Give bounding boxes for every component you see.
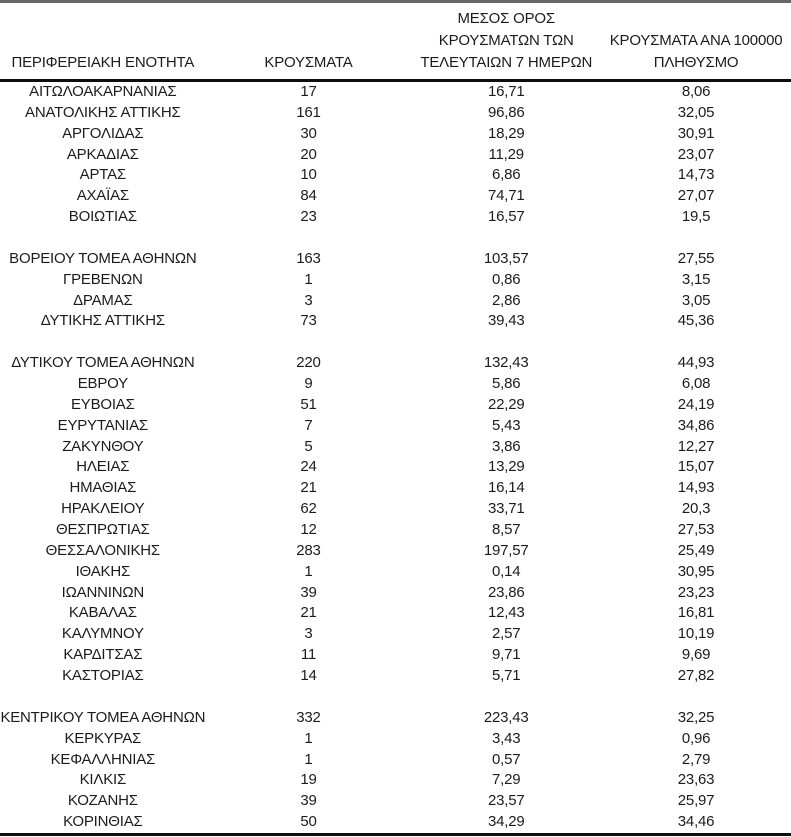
cell-avg7: 16,71 (487, 83, 525, 100)
table-row (0, 270, 791, 291)
cell-avg7: 7,29 (492, 771, 521, 789)
cell-avg7: 22,29 (487, 395, 525, 413)
cell-cases: 12 (300, 521, 317, 539)
cell-per100k: 0,96 (681, 729, 711, 747)
table-row (0, 207, 791, 228)
cell-region: ΖΑΚΥΝΘΟΥ (62, 437, 144, 455)
cell-avg7: 0,57 (492, 750, 521, 768)
table-row (0, 374, 791, 395)
cell-per100k: 27,53 (677, 521, 715, 539)
cell-per100k: 10,19 (677, 625, 715, 643)
table-row (0, 624, 791, 645)
cell-region: ΑΙΤΩΛΟΑΚΑΡΝΑΝΙΑΣ (29, 83, 177, 100)
cell-region: ΗΛΕΙΑΣ (76, 458, 130, 476)
table-row (0, 478, 791, 499)
table-row (0, 499, 791, 520)
cell-per100k: 8,06 (681, 83, 711, 100)
cell-region: ΘΕΣΣΑΛΟΝΙΚΗΣ (45, 541, 160, 559)
cell-cases: 332 (296, 708, 321, 726)
table-row (0, 812, 791, 833)
cell-region: ΚΑΒΑΛΑΣ (68, 604, 137, 622)
cell-cases: 163 (296, 249, 321, 267)
cell-cases: 283 (296, 541, 321, 559)
cell-per100k: 27,55 (677, 249, 715, 267)
cell-cases: 1 (304, 270, 313, 288)
table-row (0, 583, 791, 604)
cell-per100k: 19,5 (681, 208, 711, 226)
cell-region: ΕΥΡΥΤΑΝΙΑΣ (57, 416, 148, 434)
column-header-avg7 (411, 8, 601, 74)
cell-cases: 220 (296, 354, 321, 372)
table-body (0, 82, 791, 833)
cell-cases: 51 (300, 395, 317, 413)
table-row (0, 165, 791, 186)
cell-avg7: 197,57 (483, 541, 529, 559)
cell-per100k: 23,23 (677, 583, 715, 601)
cell-avg7: 23,86 (487, 583, 525, 601)
cell-cases: 24 (300, 458, 317, 476)
column-header-avg7-line3: ΤΕΛΕΥΤΑΙΩΝ 7 ΗΜΕΡΩΝ (420, 54, 593, 71)
cell-cases: 17 (300, 83, 317, 100)
table-bottom-border (0, 833, 791, 836)
cell-region: ΕΥΒΟΙΑΣ (70, 395, 135, 413)
cell-cases: 7 (304, 416, 313, 434)
cell-per100k: 32,25 (677, 708, 715, 726)
table-row (0, 687, 791, 708)
cell-per100k: 45,36 (677, 312, 715, 330)
cell-avg7: 34,29 (487, 813, 525, 831)
cell-cases: 1 (304, 729, 313, 747)
cell-region: ΔΥΤΙΚΗΣ ΑΤΤΙΚΗΣ (40, 312, 165, 330)
table-row (0, 416, 791, 437)
cell-avg7: 11,29 (488, 145, 524, 163)
cell-per100k: 2,79 (681, 750, 711, 768)
cell-region: ΒΟΙΩΤΙΑΣ (68, 208, 137, 226)
cell-avg7: 9,71 (492, 646, 521, 664)
column-header-cases (206, 52, 412, 74)
cell-per100k: 3,15 (681, 270, 711, 288)
cell-region: ΘΕΣΠΡΩΤΙΑΣ (56, 521, 150, 539)
table-row (0, 82, 791, 103)
table-row (0, 332, 791, 353)
table-row (0, 457, 791, 478)
cell-cases: 161 (296, 103, 321, 121)
table-row (0, 353, 791, 374)
cell-per100k: 14,73 (677, 166, 715, 184)
cell-region: ΑΡΓΟΛΙΔΑΣ (62, 124, 144, 142)
cell-region: ΒΟΡΕΙΟΥ ΤΟΜΕΑ ΑΘΗΝΩΝ (9, 249, 197, 267)
cell-region: ΔΡΑΜΑΣ (73, 291, 133, 309)
cell-avg7: 5,86 (492, 375, 521, 393)
cell-avg7: 2,57 (492, 625, 521, 643)
cell-cases: 20 (300, 145, 317, 163)
cell-cases: 39 (300, 792, 317, 810)
cell-avg7: 5,43 (492, 416, 521, 434)
cell-avg7: 0,14 (492, 562, 521, 580)
cell-cases: 21 (300, 604, 317, 622)
cell-avg7: 3,86 (492, 437, 521, 455)
cell-cases: 1 (304, 750, 313, 768)
table-row (0, 791, 791, 812)
table-row (0, 666, 791, 687)
cell-region: ΙΩΑΝΝΙΝΩΝ (61, 583, 144, 601)
cell-per100k: 12,27 (677, 437, 715, 455)
column-header-avg7-line2: ΚΡΟΥΣΜΑΤΩΝ ΤΩΝ (438, 32, 574, 49)
cell-per100k: 16,81 (677, 604, 715, 622)
cell-cases: 10 (300, 166, 317, 184)
table-row (0, 708, 791, 729)
cell-cases: 14 (300, 667, 317, 685)
cell-per100k: 27,07 (677, 187, 715, 205)
cell-cases: 39 (300, 583, 317, 601)
cell-region: ΑΡΤΑΣ (79, 166, 126, 184)
cell-avg7: 223,43 (483, 708, 529, 726)
cell-per100k: 25,49 (677, 541, 715, 559)
cell-per100k: 34,46 (677, 813, 715, 831)
cell-per100k: 20,3 (681, 500, 711, 518)
table-row (0, 603, 791, 624)
cell-cases: 23 (300, 208, 317, 226)
cell-avg7: 103,57 (483, 249, 529, 267)
column-header-per100k (601, 30, 791, 74)
cell-per100k: 3,05 (681, 291, 711, 309)
cell-cases: 3 (304, 291, 313, 309)
table-row (0, 291, 791, 312)
column-header-region (0, 52, 206, 74)
cell-per100k: 34,86 (677, 416, 715, 434)
cell-region: ΙΘΑΚΗΣ (75, 562, 131, 580)
cell-avg7: 3,43 (492, 729, 521, 747)
cell-avg7: 13,29 (487, 458, 525, 476)
cell-per100k: 30,95 (677, 562, 715, 580)
table-row (0, 145, 791, 166)
cell-avg7: 2,86 (492, 291, 521, 309)
table-row (0, 395, 791, 416)
cell-avg7: 132,43 (483, 354, 529, 372)
table-row (0, 249, 791, 270)
cell-region: ΓΡΕΒΕΝΩΝ (63, 270, 143, 288)
column-header-per100k-line2: ΠΛΗΘΥΣΜΟ (653, 54, 739, 71)
cell-region: ΚΑΛΥΜΝΟΥ (61, 625, 144, 643)
cell-region: ΚΑΡΔΙΤΣΑΣ (63, 646, 143, 664)
cell-cases: 50 (300, 813, 317, 831)
cell-region: ΚΕΦΑΛΛΗΝΙΑΣ (50, 750, 156, 768)
column-header-region-label: ΠΕΡΙΦΕΡΕΙΑΚΗ ΕΝΟΤΗΤΑ (11, 54, 195, 71)
cell-cases: 3 (304, 625, 313, 643)
cell-cases: 62 (300, 500, 317, 518)
table-row (0, 541, 791, 562)
cell-per100k: 6,08 (681, 375, 711, 393)
cell-cases: 21 (300, 479, 317, 497)
table-header (0, 3, 791, 82)
cell-region: ΑΝΑΤΟΛΙΚΗΣ ΑΤΤΙΚΗΣ (25, 103, 181, 121)
table-row (0, 520, 791, 541)
cell-region: ΚΑΣΤΟΡΙΑΣ (62, 667, 144, 685)
table-row (0, 186, 791, 207)
table-row (0, 770, 791, 791)
cell-region: ΚΙΛΚΙΣ (79, 771, 127, 789)
cell-per100k: 44,93 (677, 354, 715, 372)
cell-region: ΚΟΖΑΝΗΣ (67, 792, 138, 810)
cell-avg7: 96,86 (487, 103, 525, 121)
cell-cases: 11 (300, 646, 317, 664)
cell-per100k: 14,93 (677, 479, 715, 497)
table-row (0, 228, 791, 249)
cell-per100k: 30,91 (677, 124, 715, 142)
cell-region: ΗΜΑΘΙΑΣ (69, 479, 137, 497)
cell-cases: 5 (304, 437, 313, 455)
cell-region: ΔΥΤΙΚΟΥ ΤΟΜΕΑ ΑΘΗΝΩΝ (11, 354, 195, 372)
cell-avg7: 39,43 (487, 312, 525, 330)
cell-region: ΚΕΝΤΡΙΚΟΥ ΤΟΜΕΑ ΑΘΗΝΩΝ (0, 708, 206, 726)
cell-region: ΗΡΑΚΛΕΙΟΥ (61, 500, 145, 518)
cell-cases: 84 (300, 187, 317, 205)
cell-cases: 30 (300, 124, 317, 142)
cell-avg7: 16,14 (487, 479, 525, 497)
table-row (0, 124, 791, 145)
cell-avg7: 0,86 (492, 270, 521, 288)
cell-avg7: 6,86 (492, 166, 521, 184)
cell-per100k: 23,63 (677, 771, 715, 789)
cell-avg7: 74,71 (487, 187, 525, 205)
cell-region: ΑΧΑΪΑΣ (76, 187, 129, 205)
cell-avg7: 12,43 (487, 604, 525, 622)
table-row (0, 750, 791, 771)
table-row (0, 562, 791, 583)
cell-per100k: 24,19 (677, 395, 715, 413)
cell-per100k: 23,07 (677, 145, 715, 163)
column-header-per100k-line1: ΚΡΟΥΣΜΑΤΑ ΑΝΑ 100000 (609, 32, 783, 49)
cell-cases: 1 (304, 562, 313, 580)
cell-per100k: 15,07 (677, 458, 715, 476)
cell-per100k: 9,69 (681, 646, 711, 664)
table-row (0, 103, 791, 124)
column-header-avg7-line1: ΜΕΣΟΣ ΟΡΟΣ (457, 10, 555, 27)
cell-region: ΚΟΡΙΝΘΙΑΣ (63, 813, 143, 831)
cell-cases: 9 (304, 375, 313, 393)
cell-per100k: 27,82 (677, 667, 715, 685)
cell-per100k: 32,05 (677, 103, 715, 121)
column-header-cases-label: ΚΡΟΥΣΜΑΤΑ (264, 54, 353, 71)
cell-region: ΕΒΡΟΥ (77, 375, 128, 393)
table-row (0, 437, 791, 458)
cell-avg7: 23,57 (487, 792, 525, 810)
cell-cases: 19 (300, 771, 317, 789)
table-row (0, 645, 791, 666)
cell-region: ΚΕΡΚΥΡΑΣ (64, 729, 142, 747)
cell-cases: 73 (300, 312, 317, 330)
table-row (0, 311, 791, 332)
cell-avg7: 5,71 (492, 667, 521, 685)
cell-avg7: 16,57 (487, 208, 525, 226)
cell-avg7: 8,57 (492, 521, 521, 539)
cell-region: ΑΡΚΑΔΙΑΣ (66, 145, 139, 163)
cell-per100k: 25,97 (677, 792, 715, 810)
table-row (0, 729, 791, 750)
cell-avg7: 33,71 (487, 500, 525, 518)
cell-avg7: 18,29 (487, 124, 525, 142)
